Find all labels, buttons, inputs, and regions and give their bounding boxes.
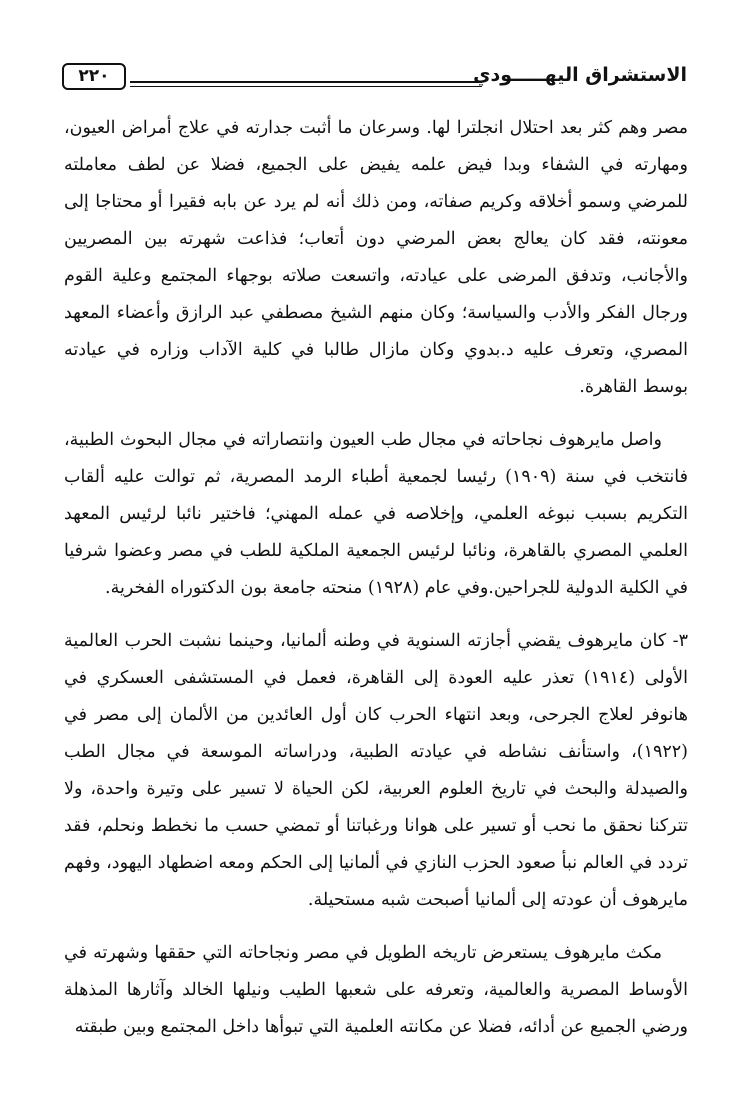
paragraph-1: مصر وهم كثر بعد احتلال انجلترا لها. وسرعان ما أثبت جدارته في علاج أمراض العيون، ومهارته في الشفاء وبدا فيض علمه يفيض على الجميع، فضلا عن لطف معاملته للمرضي وسمو أخلاقه وكريم صفاته، ومن ذلك أنه لم يرد عن بابه فقيرا أو محتاجا إلى معونته، فقد كان يعالج بعض المرضي دون أتعاب؛ فذاعت شهرته بين المصريين والأجانب، وتدفق المرضى على عيادته، واتسعت صلاته بوجهاء المجتمع وعلية القوم ورجال الفكر والأدب والسياسة؛ وكان منهم الشيخ مصطفي عبد الرازق وأعضاء المعهد المصري، وتعرف عليه د.بدوي وكان مازال طالبا في كلية الآداب وزاره في عيادته بوسط القاهرة. — [64, 118, 688, 397]
paragraph-3: ٣- كان مايرهوف يقضي أجازته السنوية في وطنه ألمانيا، وحينما نشبت الحرب العالمية الأولى (١٩١٤) تعذر عليه العودة إلى القاهرة، فعمل في المستشفى العسكري في هانوفر لعلاج الجرحى، وبعد انتهاء الحرب كان أول العائدين من الألمان إلى مصر في (١٩٢٢)، واستأنف نشاطه في عيادته الطبية، ودراساته الموسعة في مجال الطب والصيدلة والبحث في تاريخ العلوم العربية، لكن الحياة لا تسير على وتيرة واحدة، ولا تتركنا نحقق ما نحب أو تسير على هوانا ورغباتنا أو تمضي حسب ما نخطط ونحلم، فقد تردد في العالم نبأ صعود الحزب النازي في ألمانيا إلى الحكم ومعه اضطهاد اليهود، وفهم مايرهوف أن عودته إلى ألمانيا أصبحت شبه مستحيلة. — [64, 631, 688, 910]
header-title: الاستشراق اليهـــــودي — [473, 64, 687, 86]
header-rule — [130, 81, 482, 83]
running-header — [62, 62, 687, 96]
page-number: ٢٢٠ — [62, 63, 126, 90]
body-text — [64, 110, 688, 1046]
paragraph-4: مكث مايرهوف يستعرض تاريخه الطويل في مصر ونجاحاته التي حققها وشهرته في الأوساط المصرية والعالمية، وتعرفه على شعبها الطيب ونيلها الخالد وآثارها المذهلة ورضي الجميع عن أدائه، فضلا عن مكانته العلمية التي تبوأها داخل المجتمع وبين طبقته — [64, 943, 688, 1037]
paragraph-2: واصل مايرهوف نجاحاته في مجال طب العيون وانتصاراته في مجال البحوث الطبية، فانتخب في سنة (١٩٠٩) رئيسا لجمعية أطباء الرمد المصرية، ثم توالت عليه ألقاب التكريم بسبب نبوغه العلمي، وإخلاصه في عمله المهني؛ فاختير نائبا لرئيس المعهد العلمي المصري بالقاهرة، ونائبا لرئيس الجمعية الملكية للطب في مصر وعضوا شرفيا في الكلية الدولية للجراحين.وفي عام (١٩٢٨) منحته جامعة بون الدكتوراه الفخرية. — [64, 430, 689, 598]
header-rule-thin — [130, 86, 482, 87]
